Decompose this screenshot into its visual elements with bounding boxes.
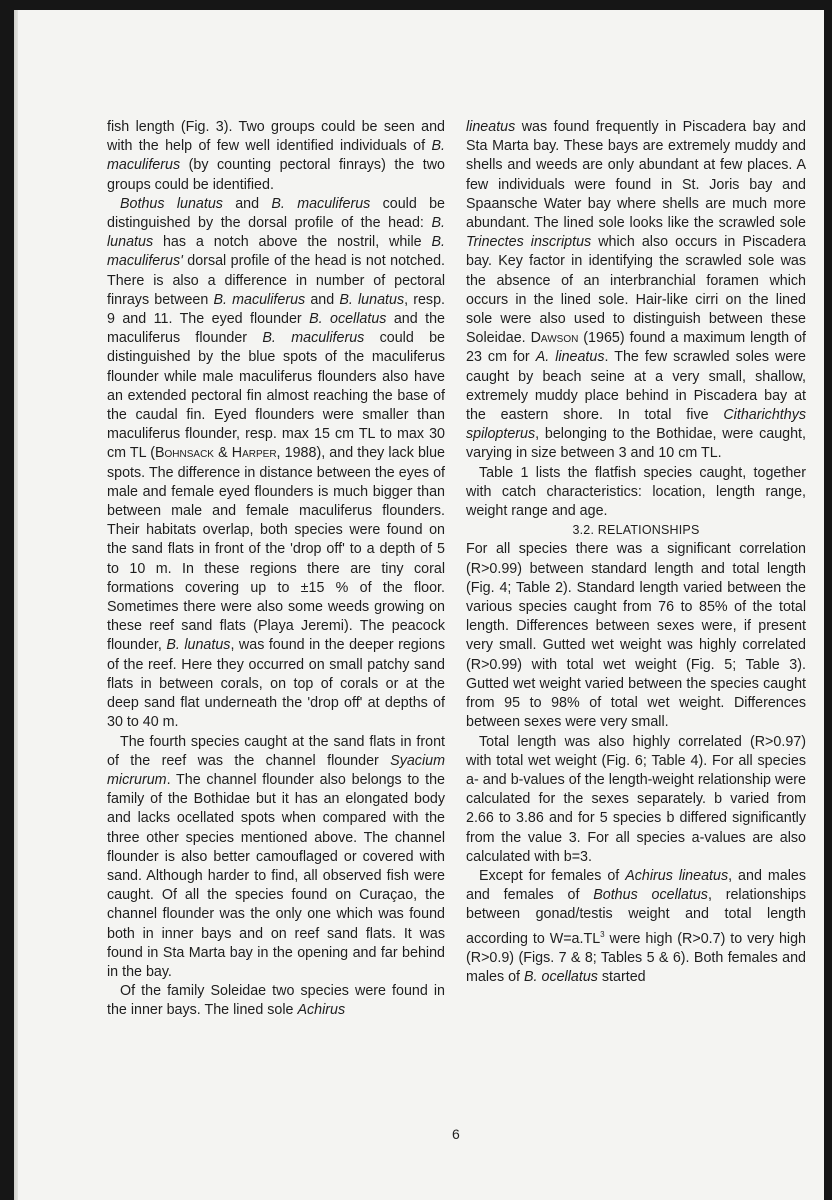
text-run: Of the family Soleidae two species were found in the inner bays. The lined sole	[107, 983, 445, 1019]
right-column	[466, 118, 806, 987]
italic-span: B. maculiferus	[271, 195, 371, 212]
text-run: , 1988), and they lack blue spots. The difference in distance between the eyes of male and female eyed flounders is much bigger than between male and female maculiferus flounders. Their habitats overlap, both species were found on the sand flats in front of the 'drop off' to a depth of 5 to 10 m. In these regions there are tiny coral formations covering up to ±15 % of the floor. Sometimes there were also some weeds growing on these reef sand flats (Playa Jeremi). The peacock flounder,	[107, 445, 446, 654]
italic-span: B. ocellatus	[524, 968, 598, 985]
italic-span: Bothus lunatus	[120, 195, 223, 212]
italic-span: B. maculiferus	[262, 330, 365, 347]
text-run: could be distinguished by the dorsal profile of the head:	[107, 195, 445, 232]
italic-span: B. maculiferus	[107, 138, 445, 174]
left-column	[107, 118, 445, 1021]
text-run: and	[305, 291, 340, 308]
paragraph	[107, 982, 445, 1020]
text-run: (1965) found a maximum length of 23 cm for	[466, 330, 806, 366]
text-run: , resp. 9 and 11. The eyed flounder	[107, 291, 445, 328]
text-run: could be distinguished by the blue spots of the maculiferus flounder while male maculiferus flounders also have an extended pectoral fin almost reaching the base of the caudal fin. Eyed flounders were smaller than maculiferus flounder, resp. max 15 cm TL to max 30 cm TL (	[107, 330, 446, 462]
section-heading: 3.2. RELATIONSHIPS	[572, 523, 700, 538]
paragraph	[466, 118, 806, 464]
text-run: , and males and females of	[466, 867, 806, 904]
text-run: has a notch above the nostril, while	[153, 234, 432, 251]
text-run: and	[222, 195, 272, 212]
paragraph	[466, 733, 806, 867]
author-name: Bohnsack	[154, 445, 214, 462]
italic-span: Bothus ocellatus	[593, 887, 708, 904]
italic-span: A. lineatus	[535, 349, 605, 366]
text-run: For all species there was a significant correlation (R>0.99) between standard length and total length (Fig. 4; Table 2). Standard length varied between the various species caught from 76 to 85% of the total length. Differences between sexes were, if present very small. Gutted wet weight was highly correlated (R>0.99) with total wet weight (Fig. 5; Table 3). Gutted wet weight varied between the species caught from 95 to 98% of total wet weight. Differences between sexes were very small.	[466, 541, 806, 731]
text-run: were high (R>0.7) to very high (R>0.9) (Figs. 7 & 8; Tables 5 & 6). Both females and males of	[466, 930, 807, 985]
text-run: The fourth species caught at the sand flats in front of the reef was the channel flounder	[107, 733, 445, 769]
italic-span: B. maculiferus	[213, 291, 306, 308]
text-run: which also occurs in Piscadera bay. Key factor in identifying the scrawled sole was the absence of an interbranchial foramen which occurs in the lined sole. Hair-like cirri on the lined sole were also used to distinguish between these Soleidae.	[466, 234, 807, 347]
text-run: . The few scrawled soles were caught by beach seine at a very small, shallow, extremely muddy place behind in Piscadera bay at the eastern shore. In total five	[466, 349, 806, 424]
text-run: Total length was also highly correlated (R>0.97) with total wet weight (Fig. 6; Table 4). For all species a- and b-values of the length-weight relationship were calculated for the sexes separately. b varied from 2.66 to 3.86 and for 5 species b differed significantly from the value 3. For all species a-values are also calculated with b=3.	[466, 733, 806, 865]
italic-span: Achirus lineatus	[625, 867, 729, 884]
italic-span: lineatus	[466, 119, 516, 135]
text-run: was found frequently in Piscadera bay and Sta Marta bay. These bays are extremely muddy and shells and weeds are only abundant at few places. A few individuals were found in St. Joris bay and Spaansche Water bay where shells are much more abundant. The lined sole looks like the scrawled sole	[466, 119, 806, 232]
italic-span: B. ocellatus	[309, 311, 387, 328]
italic-span: Citharichthys spilopterus	[466, 407, 806, 443]
author-name: Dawson	[530, 330, 579, 347]
italic-span: Achirus	[297, 1002, 346, 1019]
paragraph	[466, 464, 806, 522]
italic-span: Syacium micrurum	[107, 752, 445, 788]
paragraph	[466, 540, 806, 732]
paragraph	[107, 195, 445, 733]
text-run: , relationships between gonad/testis weight and total length according to W=a.TL	[466, 887, 806, 947]
italic-span: B. lunatus	[166, 637, 231, 654]
author-name: Harper	[231, 445, 277, 462]
text-run: Except for females of	[479, 867, 626, 884]
text-run: fish length (Fig. 3). Two groups could be seen and with the help of few well identified individuals of	[107, 119, 445, 155]
italic-span: B. lunatus	[107, 215, 445, 251]
text-run: dorsal profile of the head is not notched. There is also a difference in number of pectoral finrays between	[107, 253, 445, 308]
text-run: , belonging to the Bothidae, were caught, varying in size between 3 and 10 cm TL.	[466, 426, 806, 462]
paragraph	[107, 118, 445, 195]
page-number: 6	[452, 1126, 460, 1142]
paragraph	[107, 733, 445, 983]
italic-span: B. lunatus	[339, 291, 405, 308]
superscript: 3	[600, 929, 605, 939]
text-run: (by counting pectoral finrays) the two groups could be identified.	[107, 157, 445, 193]
text-run: , was found in the deeper regions of the reef. Here they occurred on small patchy sand flats in between corals, on top of corals or at the deep sand flat underneath the 'drop off' at depths of 30 to 40 m.	[107, 637, 445, 731]
text-run: and the maculiferus flounder	[107, 311, 445, 347]
text-run: &	[213, 445, 232, 462]
text-run: Table 1 lists the flatfish species caught, together with catch characteristics: location, length range, weight range and age.	[466, 464, 806, 520]
text-run: started	[597, 968, 646, 985]
text-run: . The channel flounder also belongs to the family of the Bothidae but it has an elongated body and lacks ocellated spots when compared with the three other species mentioned above. The channel flounder is also better camouflaged or covered with sand. Although harder to find, all observed fish were caught. Of all the species found on Curaçao, the channel flounder was the only one which was found both in inner bays and on reef sand flats. It was found in Sta Marta bay in the opening and far behind in the bay.	[107, 771, 445, 980]
italic-span: B. maculiferus'	[107, 234, 445, 270]
italic-span: Trinectes inscriptus	[466, 234, 592, 251]
paragraph	[466, 867, 806, 987]
